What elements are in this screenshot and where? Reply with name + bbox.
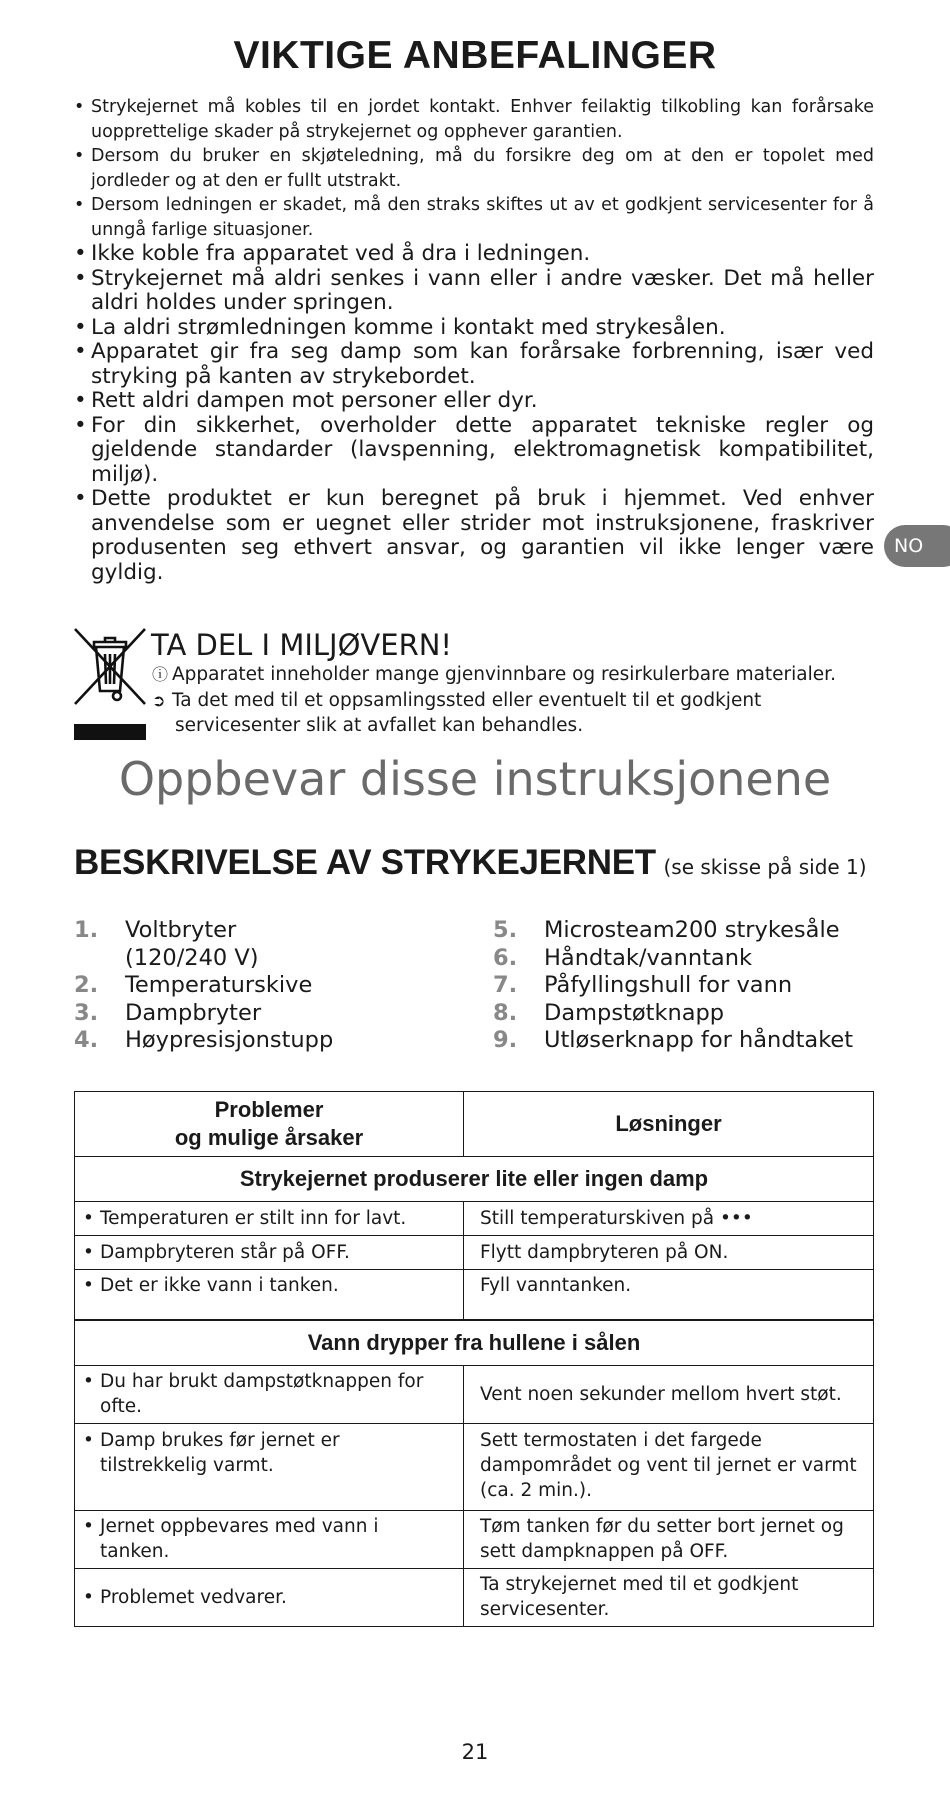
environment-line [152,688,761,713]
list-item: • Dette produktet er kun beregnet på bruk i hjemmet. Ved enhver anvendelse som er uegnet eller strider mot instruksjonene, fraskriver produsenten seg ethvert ansvar, og garantien vil ikke lenger være gyldig. [74,487,874,585]
table-section-row [75,1320,874,1366]
column-header-solutions: Løsninger [464,1092,874,1157]
table-row [75,1510,874,1568]
part-number: 1. [74,917,99,943]
part-label-line: (120/240 V) [125,944,259,971]
language-tab: NO [884,525,950,567]
table-header-row [75,1092,874,1157]
column-header-line: og mulige årsaker [174,1125,364,1150]
list-item: • Dersom du bruker en skjøteledning, må du forsikre deg om at den er topolet med jordleder og at den er fullt utstrakt. [74,144,874,193]
problem-cell [75,1236,464,1270]
table-row [75,1423,874,1510]
crossed-bin-icon [72,626,148,708]
solution-text: Fyll vanntanken. [480,1275,632,1296]
environment-title: TA DEL I MILJØVERN! [151,628,453,662]
problem-cell [75,1568,464,1626]
list-item [74,1000,333,1028]
part-label: Dampstøtknapp [544,999,725,1026]
part-number: 3. [74,999,99,1026]
part-label: Microsteam200 strykesåle [544,917,840,943]
table-row [75,1236,874,1270]
troubleshooting-table [74,1091,874,1627]
section-heading: Strykejernet produserer lite eller ingen damp [75,1157,874,1202]
part-number: 9. [493,1027,518,1053]
part-label: Dampbryter [125,999,262,1026]
solution-cell [464,1423,874,1510]
solution-text: Still temperaturskiven på ••• [480,1208,753,1229]
bin-underline-bar [74,724,146,740]
part-number: 2. [74,972,99,998]
solution-cell [464,1568,874,1626]
solution-text: Ta strykejernet med til et godkjent servicesenter. [480,1574,799,1620]
info-icon: ⓘ [152,665,169,684]
problem-cell [75,1270,464,1320]
part-label [125,917,259,972]
description-heading [74,843,867,883]
environment-line [152,662,836,687]
solution-text: Sett termostaten i det fargede dampområdet og vent til jernet er varmt (ca. 2 min.). [480,1429,857,1501]
problem-cell [75,1510,464,1568]
part-number: 5. [493,917,518,943]
list-item [74,1027,333,1055]
list-item: • La aldri strømledningen komme i kontakt med strykesålen. [74,316,874,341]
list-item [74,972,333,1000]
list-item: • Apparatet gir fra seg damp som kan forårsake forbrenning, især ved stryking på kanten av strykebordet. [74,340,874,389]
problem-text: • Jernet oppbevares med vann i tanken. [83,1514,447,1564]
table-row [75,1365,874,1423]
list-item: • For din sikkerhet, overholder dette apparatet tekniske regler og gjeldende standarder (lavspenning, elektromagnetisk kompatibilitet, miljø). [74,414,874,488]
table-row [75,1270,874,1320]
list-item: • Ikke koble fra apparatet ved å dra i ledningen. [74,242,874,267]
part-number: 6. [493,944,518,971]
list-item: • Strykejernet må aldri senkes i vann eller i andre væsker. Det må heller aldri holdes under springen. [74,267,874,316]
table-row [75,1568,874,1626]
solution-text: Flytt dampbryteren på ON. [480,1242,729,1263]
environment-text: Ta det med til et oppsamlingssted eller eventuelt til et godkjent [172,690,762,711]
list-item [493,917,853,945]
table-section-row [75,1157,874,1202]
page-title: VIKTIGE ANBEFALINGER [233,34,717,77]
list-item [493,945,853,973]
part-label: Høypresisjonstupp [125,1027,334,1053]
list-item: • Strykejernet må kobles til en jordet kontakt. Enhver feilaktig tilkobling kan forårsake uopprettelige skader på strykejernet og opphever garantien. [74,95,874,144]
problem-cell [75,1423,464,1510]
problem-text: • Dampbryteren står på OFF. [83,1240,447,1265]
environment-line: servicesenter slik at avfallet kan behandles. [175,715,584,736]
part-number: 4. [74,1027,99,1053]
parts-list-right [493,917,853,1055]
column-header-line: Problemer [214,1097,324,1122]
list-item [493,1000,853,1028]
arrow-icon: ➲ [152,691,166,710]
problem-cell [75,1365,464,1423]
part-number: 7. [493,972,518,998]
part-label: Temperaturskive [125,972,313,998]
description-title: BESKRIVELSE AV STRYKEJERNET [74,843,656,882]
solution-text: Tøm tanken før du setter bort jernet og sett dampknappen på OFF. [480,1516,844,1562]
page-number: 21 [461,1740,489,1764]
solution-text: Vent noen sekunder mellom hvert støt. [480,1383,842,1405]
list-item [493,972,853,1000]
problem-text: • Det er ikke vann i tanken. [83,1273,447,1298]
part-label: Påfyllingshull for vann [544,972,793,998]
solution-cell [464,1236,874,1270]
problem-cell [75,1202,464,1236]
part-label: Utløserknapp for håndtaket [544,1027,854,1053]
list-item: • Dersom ledningen er skadet, må den straks skiftes ut av et godkjent servicesenter for å unngå farlige situasjoner. [74,193,874,242]
keep-instructions-heading: Oppbevar disse instruksjonene [118,752,832,806]
problem-text: • Problemet vedvarer. [83,1585,447,1610]
solution-cell [464,1270,874,1320]
list-item [74,917,333,972]
problem-text: • Temperaturen er stilt inn for lavt. [83,1206,447,1231]
solution-cell [464,1365,874,1423]
column-header-problems [75,1092,464,1157]
solution-cell [464,1202,874,1236]
description-subtitle: (se skisse på side 1) [663,855,867,879]
section-heading: Vann drypper fra hullene i sålen [75,1320,874,1366]
part-number: 8. [493,999,518,1026]
part-label: Håndtak/vanntank [544,944,752,971]
list-item [493,1027,853,1055]
list-item: • Rett aldri dampen mot personer eller dyr. [74,389,874,414]
problem-text: • Du har brukt dampstøtknappen for ofte. [83,1369,447,1419]
environment-text: Apparatet inneholder mange gjenvinnbare og resirkulerbare materialer. [172,664,836,685]
recommendations-list [74,95,874,585]
table-row [75,1202,874,1236]
parts-list-left [74,917,333,1055]
part-label-line: Voltbryter [125,917,237,943]
solution-cell [464,1510,874,1568]
problem-text: • Damp brukes før jernet er tilstrekkelig varmt. [83,1428,447,1478]
